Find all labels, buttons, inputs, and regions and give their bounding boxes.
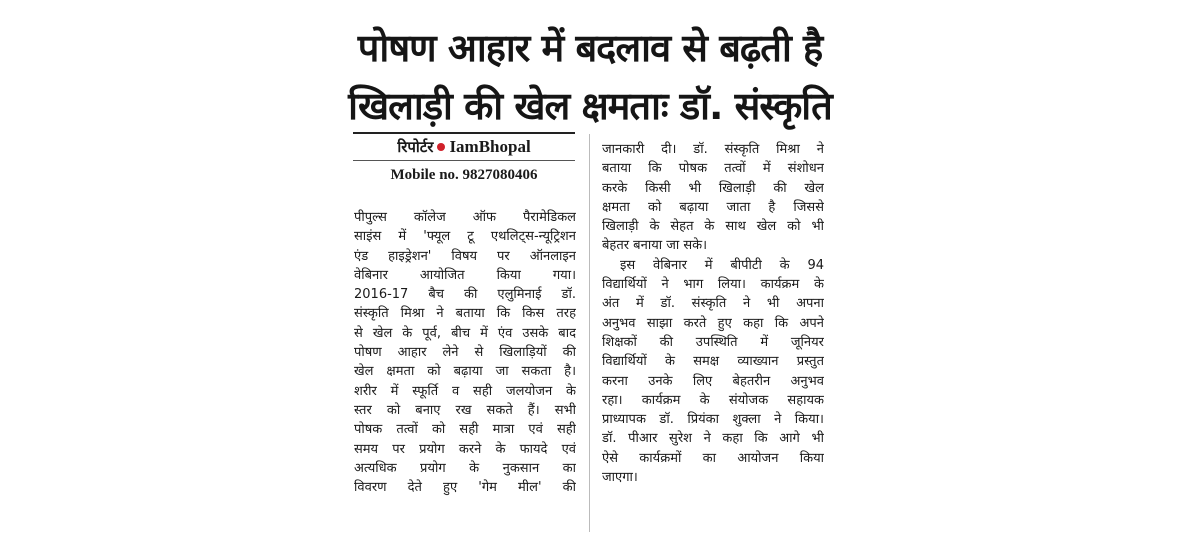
byline-box [353, 132, 575, 190]
article-line: विद्यार्थियों ने भाग लिया। कार्यक्रम के [602, 277, 824, 293]
byline-top-rule [353, 132, 575, 134]
article-line: पीपुल्स कॉलेज ऑफ पैरामेडिकल [354, 210, 576, 225]
article-line: करना उनके लिए बेहतरीन अनुभव [602, 373, 824, 389]
byline-divider-rule [353, 160, 575, 161]
headline-line-2: खिलाड़ी की खेल क्षमताः डॉ. संस्कृति [348, 84, 832, 128]
article-line: से खेल के पूर्व, बीच में एंव उसके बाद [354, 325, 576, 341]
article-line: डॉ. पीआर सुरेश ने कहा कि आगे भी [602, 431, 824, 447]
red-dot-icon [437, 143, 445, 151]
article-line: एंड हाइड्रेशन' विषय पर ऑनलाइन [354, 248, 576, 264]
article-line: स्तर को बनाए रख सकते हैं। सभी [354, 402, 576, 418]
article-line: शरीर में स्फूर्ति व सही जलयोजन के [354, 383, 576, 399]
mobile-number: Mobile no. 9827080406 [390, 167, 538, 183]
article-line: पोषक तत्वों को सही मात्रा एवं सही [354, 422, 576, 438]
article-line: वेबिनार आयोजित किया गया। [354, 267, 576, 283]
article-line: जानकारी दी। डॉ. संस्कृति मिश्रा ने [602, 142, 824, 157]
article-line: साइंस में 'फ्यूल टू एथलिट्स-न्यूट्रिशन [354, 229, 576, 245]
article-line: क्षमता को बढ़ाया जाता है जिससे [602, 199, 824, 215]
article-line: शिक्षकों की उपस्थिति में जूनियर [602, 334, 824, 350]
article-line: 2016-17 बैच की एलुमिनाई डॉ. [354, 287, 576, 303]
article-line: अनुभव साझा करते हुए कहा कि अपने [602, 315, 824, 331]
article-line: अत्यधिक प्रयोग के नुकसान का [354, 460, 576, 476]
article-line: समय पर प्रयोग करने के फायदे एवं [354, 441, 576, 457]
byline [353, 136, 575, 158]
article-line: विद्यार्थियों के समक्ष व्याख्यान प्रस्तुत [602, 354, 824, 370]
article-line: रहा। कार्यक्रम के संयोजक सहायक [602, 392, 824, 408]
article-line: करके किसी भी खिलाड़ी की खेल [602, 180, 824, 196]
article-line: अंत में डॉ. संस्कृति ने भी अपना [602, 296, 824, 312]
article-line: बताया कि पोषक तत्वों में संशोधन [602, 161, 824, 177]
article-line: पोषण आहार लेने से खिलाड़ियों की [354, 345, 576, 361]
article-line: इस वेबिनार में बीपीटी के 94 [620, 257, 824, 273]
article-line: विवरण देते हुए 'गेम मील' की [354, 480, 576, 496]
article-column-left [354, 208, 576, 497]
article-line: खिलाड़ी के सेहत के साथ खेल को भी [602, 219, 824, 235]
article-column-right [602, 140, 824, 487]
reporter-label: रिपोर्टर [397, 138, 434, 156]
article-line: संस्कृति मिश्रा ने बताया कि किस तरह [354, 306, 576, 322]
headline-line-1: पोषण आहार में बदलाव से बढ़ती है [357, 26, 823, 70]
article-line: जाएगा। [602, 470, 638, 486]
reporter-name: IamBhopal [449, 137, 531, 156]
article-line: बेहतर बनाया जा सके। [602, 238, 708, 254]
article-line: प्राध्यापक डॉ. प्रियंका शुक्ला ने किया। [602, 412, 824, 428]
article-line: ऐसे कार्यक्रमों का आयोजन किया [602, 450, 824, 466]
column-divider [589, 134, 590, 532]
article-line: खेल क्षमता को बढ़ाया जा सकता है। [354, 364, 576, 380]
